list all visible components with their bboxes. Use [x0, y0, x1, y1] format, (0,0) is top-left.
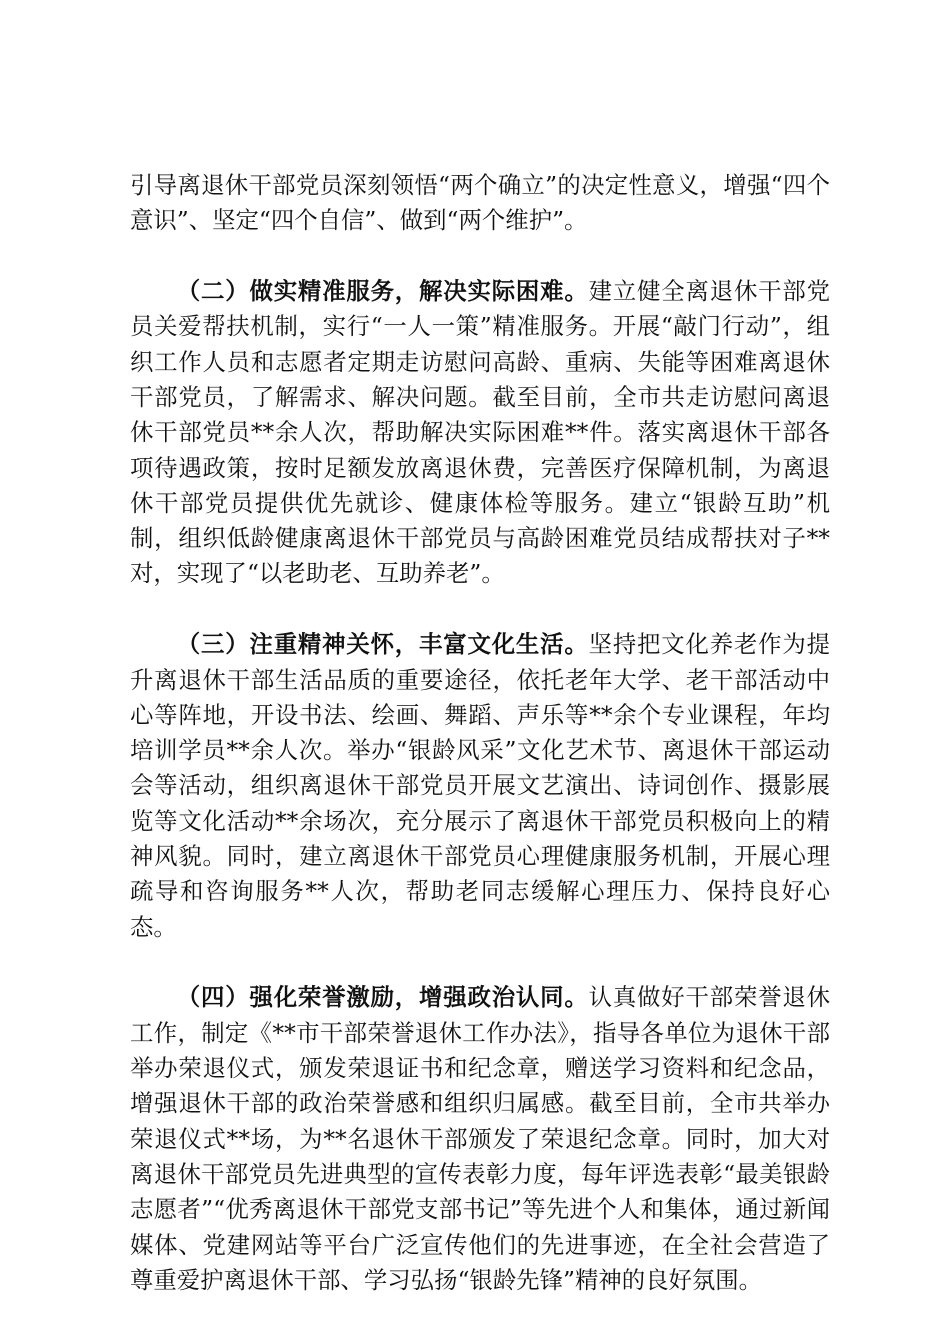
section-heading: （二）做实精准服务，解决实际困难。	[176, 277, 589, 306]
paragraph-section-2	[130, 274, 830, 592]
paragraph-continued	[130, 168, 830, 239]
paragraph-section-3	[130, 627, 830, 945]
paragraph-body: 认真做好干部荣誉退休工作，制定《**市干部荣誉退休工作办法》，指导各单位为退休干部举办荣退仪式，颁发荣退证书和纪念章，赠送学习资料和纪念品，增强退休干部的政治荣誉感和组织归属感。截至目前，全市共举办荣退仪式**场，为**名退休干部颁发了荣退纪念章。同时，加大对离退休干部党员先进典型的宣传表彰力度，每年评选表彰“最美银龄志愿者”“优秀离退休干部党支部书记”等先进个人和集体，通过新闻媒体、党建网站等平台广泛宣传他们的先进事迹，在全社会营造了尊重爱护离退休干部、学习弘扬“银龄先锋”精神的良好氛围。	[130, 983, 831, 1294]
section-heading: （四）强化荣誉激励，增强政治认同。	[176, 983, 589, 1012]
document-body	[130, 168, 830, 1298]
paragraph-body: 坚持把文化养老作为提升离退休干部生活品质的重要途径，依托老年大学、老干部活动中心等阵地，开设书法、绘画、舞蹈、声乐等**余个专业课程，年均培训学员**余人次。举办“银龄风采”文化艺术节、离退休干部运动会等活动，组织离退休干部党员开展文艺演出、诗词创作、摄影展览等文化活动**余场次，充分展示了离退休干部党员积极向上的精神风貌。同时，建立离退休干部党员心理健康服务机制，开展心理疏导和咨询服务**人次，帮助老同志缓解心理压力、保持良好心态。	[130, 630, 831, 941]
paragraph-section-4	[130, 980, 830, 1298]
section-heading: （三）注重精神关怀，丰富文化生活。	[176, 630, 589, 659]
paragraph-body: 引导离退休干部党员深刻领悟“两个确立”的决定性意义，增强“四个意识”、坚定“四个自信”、做到“两个维护”。	[130, 171, 830, 235]
paragraph-body: 建立健全离退休干部党员关爱帮扶机制，实行“一人一策”精准服务。开展“敲门行动”，组织工作人员和志愿者定期走访慰问高龄、重病、失能等困难离退休干部党员，了解需求、解决问题。截至目前，全市共走访慰问离退休干部党员**余人次，帮助解决实际困难**件。落实离退休干部各项待遇政策，按时足额发放离退休费，完善医疗保障机制，为离退休干部党员提供优先就诊、健康体检等服务。建立“银龄互助”机制，组织低龄健康离退休干部党员与高龄困难党员结成帮扶对子**对，实现了“以老助老、互助养老”。	[130, 277, 831, 588]
